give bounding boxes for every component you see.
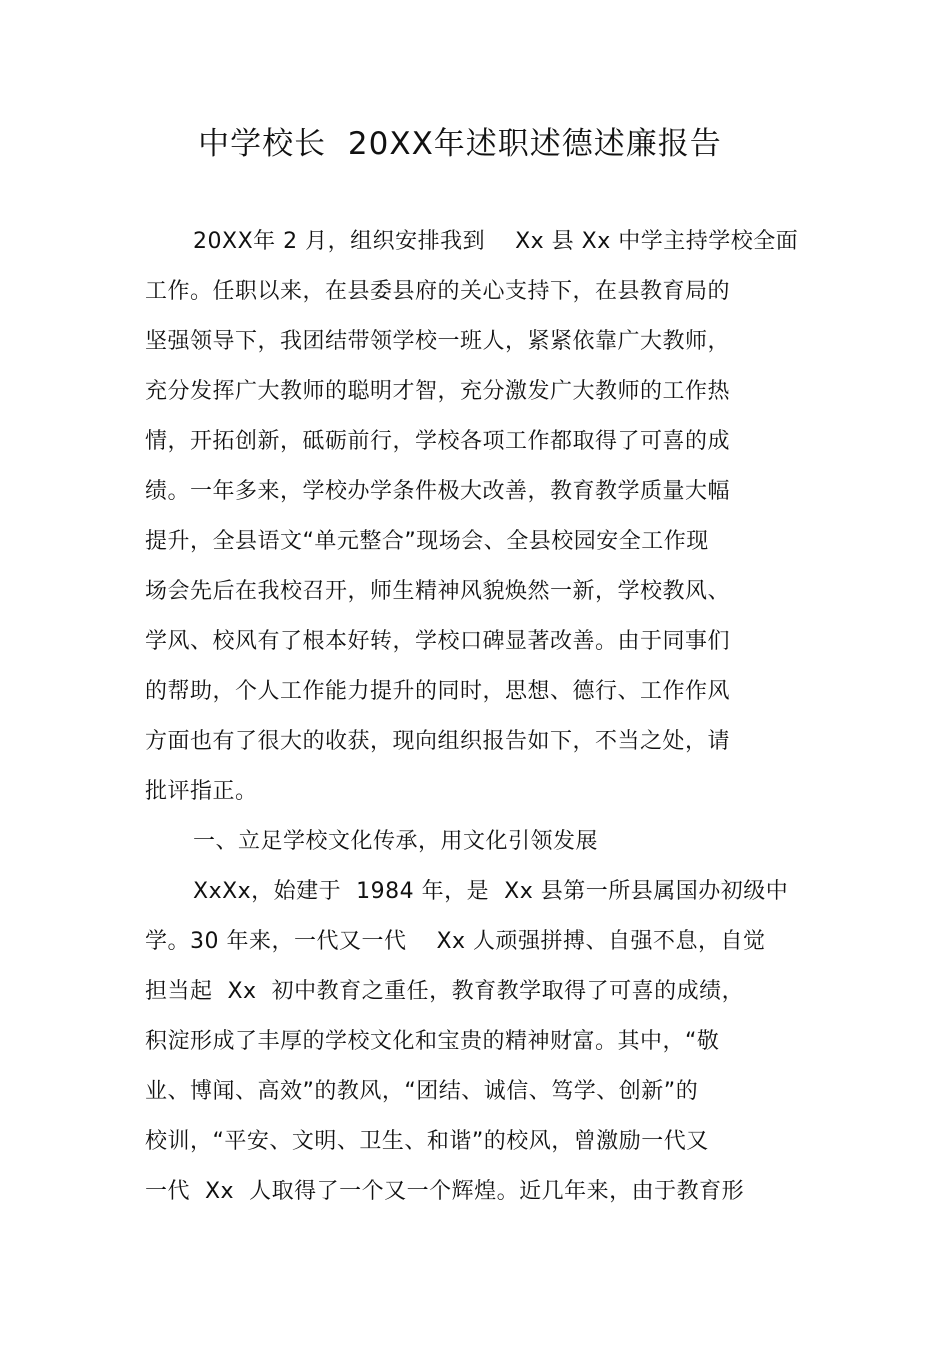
text-line: 学风、校风有了根本好转，学校口碑显著改善。由于同事们 [145,629,731,654]
text-line: 情，开拓创新，砥砺前行，学校各项工作都取得了可喜的成 [145,429,731,454]
text-line: 的帮助，个人工作能力提升的同时，思想、德行、工作作风 [145,679,731,704]
text-line: XxXx，始建于 1984 年，是 Xx 县第一所县属国办初级中 [193,879,789,904]
text-line: 绩。一年多来，学校办学条件极大改善，教育教学质量大幅 [145,479,731,504]
text-line: 方面也有了很大的收获，现向组织报告如下，不当之处，请 [145,729,731,754]
section-heading: 一、立足学校文化传承，用文化引领发展 [193,829,599,854]
text-line: 业、博闻、高效”的教风，“团结、诚信、笃学、创新”的 [145,1079,699,1104]
text-line: 坚强领导下，我团结带领学校一班人，紧紧依靠广大教师， [145,329,731,354]
text-line: 充分发挥广大教师的聪明才智，充分激发广大教师的工作热 [145,379,731,404]
document-title: 中学校长 20XX年述职述德述廉报告 [198,126,722,162]
text-line: 批评指正。 [145,779,258,804]
text-line: 工作。任职以来，在县委县府的关心支持下，在县教育局的 [145,279,731,304]
text-line: 学。30 年来，一代又一代 Xx 人顽强拼搏、自强不息，自觉 [145,929,766,954]
text-line: 20XX年 2 月，组织安排我到 Xx 县 Xx 中学主持学校全面 [193,229,799,254]
text-line: 提升，全县语文“单元整合”现场会、全县校园安全工作现 [145,529,709,554]
text-line: 积淀形成了丰厚的学校文化和宝贵的精神财富。其中，“敬 [145,1029,720,1054]
text-line: 校训，“平安、文明、卫生、和谐”的校风，曾激励一代又 [145,1129,709,1154]
text-line: 场会先后在我校召开，师生精神风貌焕然一新，学校教风、 [145,579,731,604]
text-line: 担当起 Xx 初中教育之重任，教育教学取得了可喜的成绩， [145,979,745,1004]
document-body [145,224,799,1224]
text-line: 一代 Xx 人取得了一个又一个辉煌。近几年来，由于教育形 [145,1179,745,1204]
